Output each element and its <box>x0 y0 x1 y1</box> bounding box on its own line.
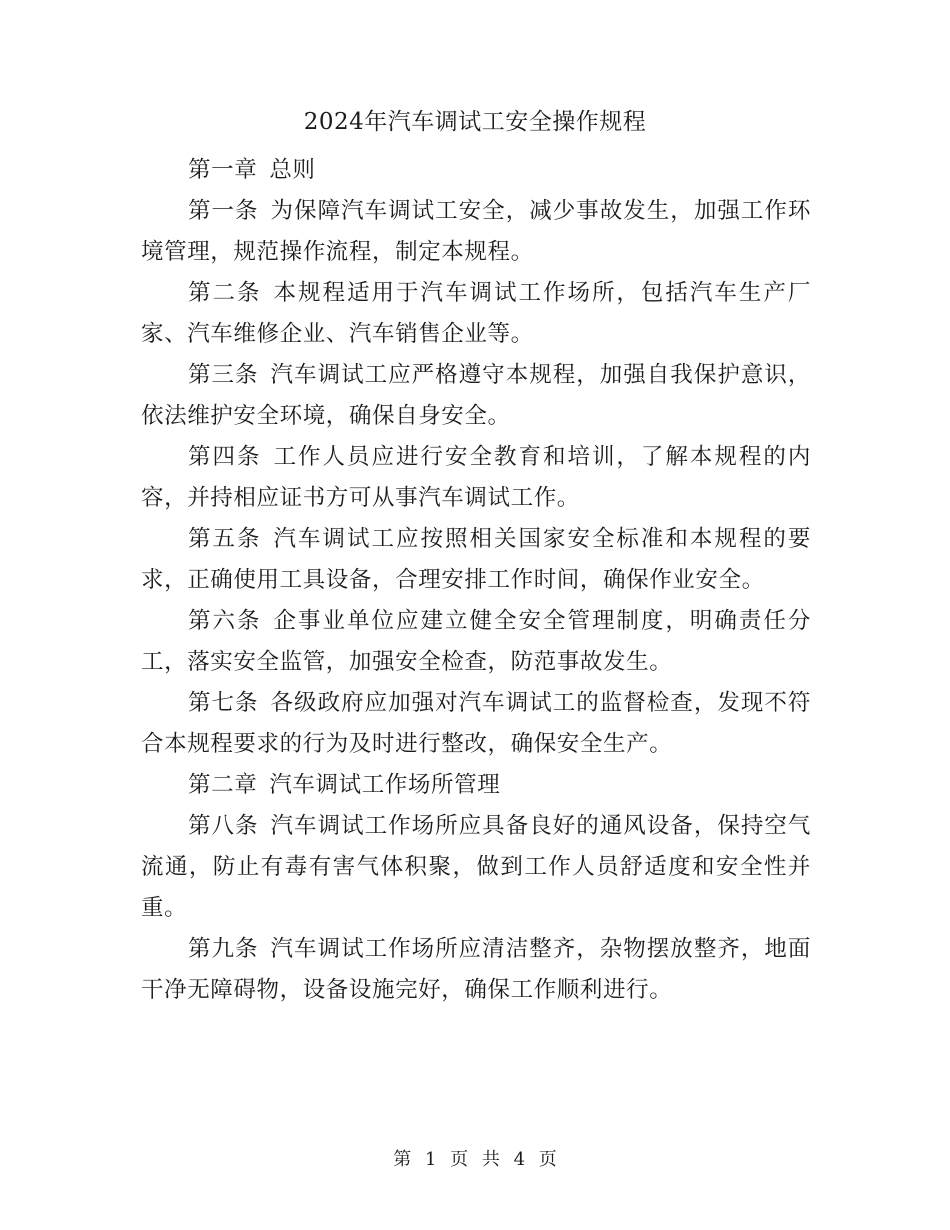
article-paragraph <box>141 355 811 437</box>
paragraph-label: 第七条 <box>188 690 259 716</box>
article-paragraph <box>141 806 811 929</box>
chapter-heading <box>141 150 811 191</box>
paragraph-label: 第九条 <box>188 936 259 962</box>
paragraph-text: 企事业单位应建立健全安全管理制度，明确责任分工，落实安全监管，加强安全检查，防范事故发生。 <box>141 608 811 675</box>
paragraph-text: 本规程适用于汽车调试工作场所，包括汽车生产厂家、汽车维修企业、汽车销售企业等。 <box>141 280 811 347</box>
document-title: 2024年汽车调试工安全操作规程 <box>303 109 647 135</box>
article-paragraph <box>141 683 811 765</box>
paragraph-text: 工作人员应进行安全教育和培训，了解本规程的内容，并持相应证书方可从事汽车调试工作。 <box>141 444 811 511</box>
paragraph-label: 第一条 <box>188 198 259 224</box>
article-paragraph <box>141 191 811 273</box>
paragraph-text: 汽车调试工应按照相关国家安全标准和本规程的要求，正确使用工具设备，合理安排工作时间，确保作业安全。 <box>141 526 811 593</box>
article-paragraph <box>141 519 811 601</box>
paragraph-text: 汽车调试工作场所应具备良好的通风设备，保持空气流通，防止有毒有害气体积聚，做到工作人员舒适度和安全性并重。 <box>141 813 811 921</box>
paragraph-label: 第二章 <box>188 772 258 798</box>
paragraph-label: 第五条 <box>188 526 262 552</box>
page-footer: 第 1 页 共 4 页 <box>393 1149 557 1170</box>
document-body <box>141 150 811 1011</box>
paragraph-text: 汽车调试工应严格遵守本规程，加强自我保护意识，依法维护安全环境，确保自身安全。 <box>141 362 811 429</box>
article-paragraph <box>141 273 811 355</box>
article-paragraph <box>141 437 811 519</box>
paragraph-text: 总则 <box>269 157 316 183</box>
paragraph-label: 第六条 <box>188 608 262 634</box>
paragraph-label: 第四条 <box>188 444 262 470</box>
article-paragraph <box>141 601 811 683</box>
article-paragraph <box>141 929 811 1011</box>
chapter-heading <box>141 765 811 806</box>
paragraph-text: 汽车调试工作场所应清洁整齐，杂物摆放整齐，地面干净无障碍物，设备设施完好，确保工作顺利进行。 <box>141 936 811 1003</box>
paragraph-label: 第二条 <box>188 280 262 306</box>
paragraph-text: 为保障汽车调试工安全，减少事故发生，加强工作环境管理，规范操作流程，制定本规程。 <box>141 198 811 265</box>
paragraph-text: 各级政府应加强对汽车调试工的监督检查，发现不符合本规程要求的行为及时进行整改，确保安全生产。 <box>141 690 811 757</box>
paragraph-label: 第八条 <box>188 813 259 839</box>
paragraph-label: 第三条 <box>188 362 259 388</box>
paragraph-label: 第一章 <box>188 157 258 183</box>
paragraph-text: 汽车调试工作场所管理 <box>269 772 501 798</box>
